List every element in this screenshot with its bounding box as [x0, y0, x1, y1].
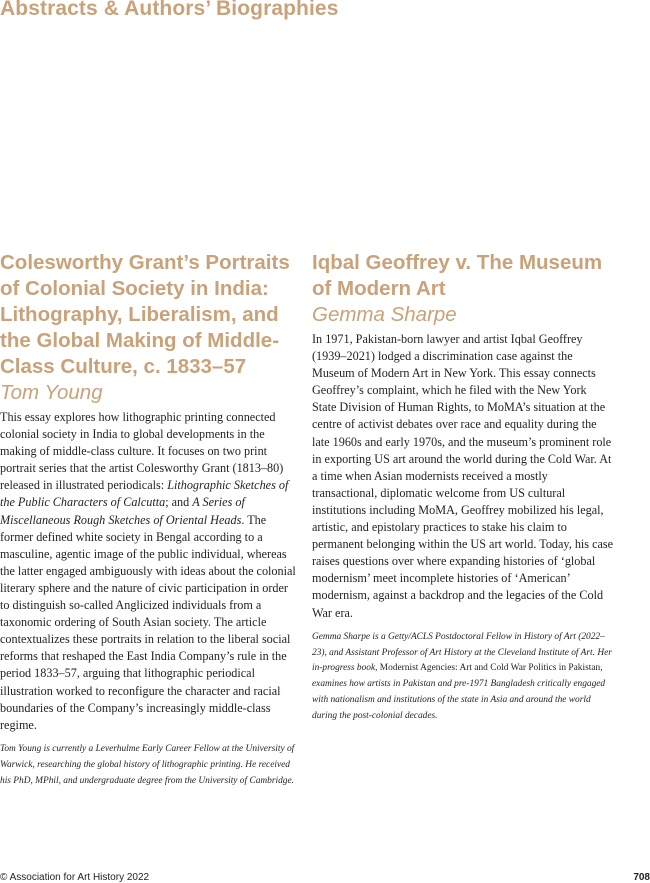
left-author-bio: Tom Young is currently a Leverhulme Early Career Fellow at the University of Warwick, researching the global history of lithographic printing. He received his PhD, MPhil, and undergraduate degree from the University of Cambridge. [0, 743, 295, 786]
abstract-text: This essay explores how lithographic printing connected colonial society in India to global developments in the making of middle-class culture. It focuses on two print portrait series that the artist Colesworthy Grant (1813–80) released in illustrated periodicals: [0, 410, 284, 493]
left-article-title: Colesworthy Grant’s Portraits of Colonial Society in India: Lithography, Liberalism, and the Global Making of Middle-Class Culture, c. 1833–57 [0, 251, 290, 378]
right-article [312, 250, 614, 725]
right-article-author: Gemma Sharpe [312, 303, 457, 326]
bio-text: , examines how artists in Pakistan and pre-1971 Bangladesh critically engaged with nationalism and institutions of the state in Asia and around the world during the post-colonial decades. [312, 663, 606, 722]
left-article-author: Tom Young [0, 381, 103, 404]
periodical-title: Lithographic Sketches of the Public Characters of Calcutta [0, 478, 289, 510]
abstract-text: . The former defined white society in Bengal according to a masculine, agentic image of the public individual, whereas the latter engaged ambiguously with ideas about the colonial literary sphere and the nature of civic participation in order to distinguish so-called Anglicized individuals from a taxonomic ordering of South Asian society. The article contextualizes these portraits in relation to the liberal social reforms that reshaped the East India Company’s rule in the period 1833–57, arguing that lithographic periodical illustration worked to reconfigure the character and racial boundaries of the Company’s increasingly middle-class regime. [0, 512, 296, 732]
abstract-text: ; and [165, 495, 193, 510]
right-article-title: Iqbal Geoffrey v. The Museum of Modern Art [312, 251, 603, 300]
right-author-bio [312, 630, 614, 725]
book-title: Modernist Agencies: Art and Cold War Politics in Pakistan [379, 663, 601, 674]
periodical-title: A Series of Miscellaneous Rough Sketches of Oriental Heads [0, 495, 245, 527]
right-article-abstract: In 1971, Pakistan-born lawyer and artist Iqbal Geoffrey (1939–2021) lodged a discrimination case against the Museum of Modern Art in New York. This essay connects Geoffrey’s complaint, which he filed with the New York State Division of Human Rights, to MoMA’s situation at the centre of activist debates over race and equality during the late 1960s and early 1970s, and the museum’s prominent role in exporting US art around the world during the Cold War. At a time when Asian modernists received a mostly transactional, diplomatic welcome from US cultural institutions including MoMA, Geoffrey mobilized his legal, artistic, and epistolary practices to stake his claim to permanent belonging within the US art world. Today, his case raises questions over where expanding histories of ‘global modernism’ meet incomplete histories of ‘American’ modernism, against a backdrop and the legacies of the Cold War era. [312, 332, 614, 620]
left-article [0, 250, 298, 790]
page-title: Abstracts & Authors’ Biographies [0, 0, 339, 20]
page-number: 708 [633, 872, 650, 883]
left-article-abstract [0, 409, 298, 734]
bio-text: Gemma Sharpe is a Getty/ACLS Postdoctoral Fellow in History of Art (2022–23), and Assistant Professor of Art History at the Cleveland Institute of Art. Her in-progress book, [312, 631, 612, 674]
copyright-notice: © Association for Art History 2022 [0, 872, 150, 883]
